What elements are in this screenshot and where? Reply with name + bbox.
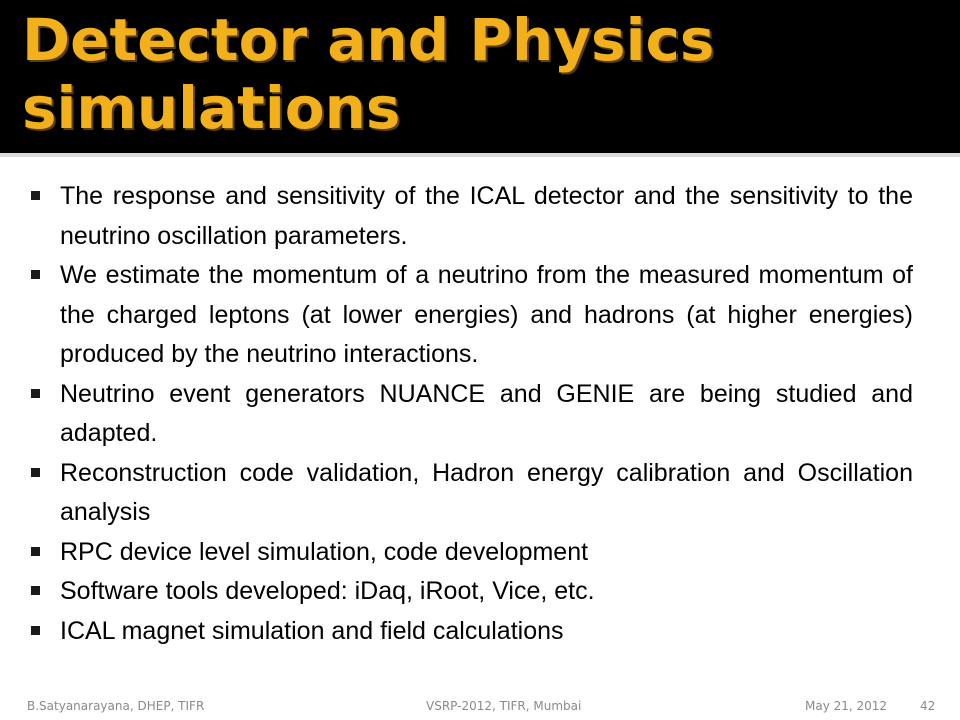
bullet-item [28, 177, 913, 256]
footer-page-number: 42 [920, 699, 936, 713]
footer-date: May 21, 2012 [805, 699, 888, 713]
square-bullet-icon [31, 389, 40, 398]
square-bullet-icon [31, 586, 40, 595]
bullet-text: ICAL magnet simulation and field calculations [60, 616, 564, 645]
slide-title: Detector and Physics simulations [22, 6, 715, 142]
footer-author: B.Satyanarayana, DHEP, TIFR [27, 699, 205, 713]
slide-content [0, 153, 960, 695]
slide-footer [0, 695, 960, 720]
square-bullet-icon [31, 468, 40, 477]
bullet-item [28, 572, 913, 612]
square-bullet-icon [31, 547, 40, 556]
square-bullet-icon [31, 191, 40, 200]
bullet-text: Neutrino event generators NUANCE and GENIE are being studied and adapted. [60, 379, 913, 447]
square-bullet-icon [31, 626, 40, 635]
bullet-item [28, 375, 913, 454]
bullet-list [28, 177, 913, 651]
bullet-text: The response and sensitivity of the ICAL detector and the sensitivity to the neutrino oscillation parameters. [60, 182, 913, 250]
bullet-text: RPC device level simulation, code development [60, 537, 589, 566]
bullet-text: Software tools developed: iDaq, iRoot, Vice, etc. [60, 577, 595, 605]
bullet-item [28, 454, 913, 533]
square-bullet-icon [31, 270, 40, 279]
footer-event: VSRP-2012, TIFR, Mumbai [426, 699, 582, 713]
bullet-text: We estimate the momentum of a neutrino from the measured momentum of the charged leptons (at lower energies) and hadrons (at higher energies) produced by the neutrino interactions. [60, 261, 913, 368]
bullet-item [28, 533, 913, 573]
bullet-item [28, 256, 913, 375]
bullet-item [28, 612, 913, 652]
bullet-text: Reconstruction code validation, Hadron energy calibration and Oscillation analysis [60, 458, 913, 526]
